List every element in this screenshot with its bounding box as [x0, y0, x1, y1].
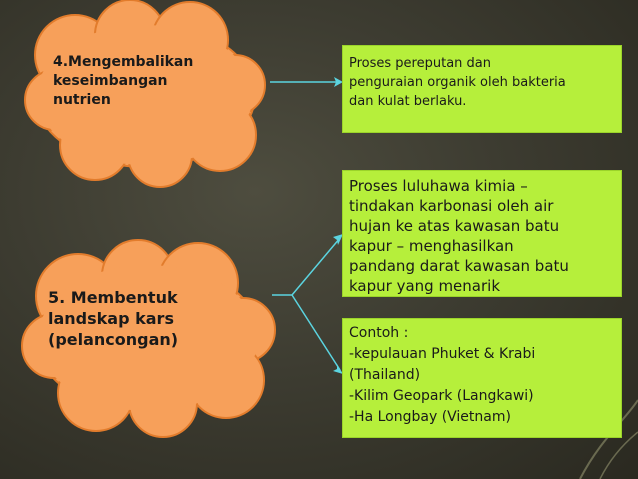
description-box-luluhawa: Proses luluhawa kimia – tindakan karbonasi oleh air hujan ke atas kawasan batu kapur – menghasilkan pandang darat kawasan batu kapur yang menarik — [342, 170, 622, 297]
description-box-pereputan: Proses pereputan dan penguraian organik oleh bakteria dan kulat berlaku. — [342, 45, 622, 133]
cloud-label-kars: 5. Membentuk landskap kars (pelancongan) — [48, 288, 179, 349]
examples-box: Contoh : -kepulauan Phuket & Krabi (Thailand) -Kilim Geopark (Langkawi) -Ha Longbay (Vietnam) — [342, 318, 622, 438]
cloud-label-nutrien: 4.Mengembalikan keseimbangan nutrien — [53, 54, 194, 108]
